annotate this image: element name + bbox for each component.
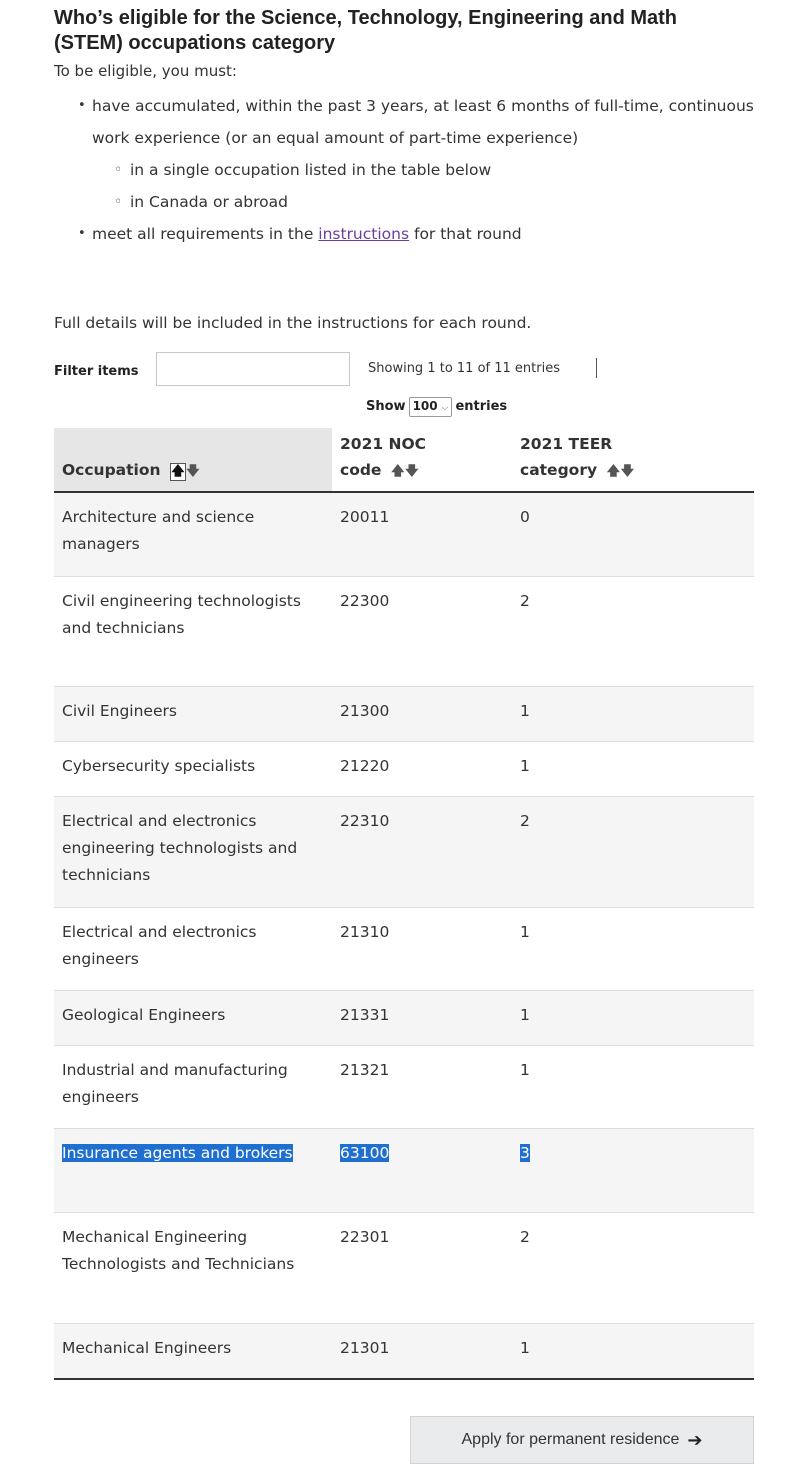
requirement-text: have accumulated, within the past 3 years, at least 6 months of full-time, continuous work experience (or an equal amount of part-time experience) bbox=[92, 97, 754, 147]
requirement-text-suffix: for that round bbox=[409, 225, 522, 243]
noc-cell: 22310 bbox=[332, 796, 512, 907]
occupation-cell: Cybersecurity specialists bbox=[54, 741, 332, 796]
sub-requirement-text: in Canada or abroad bbox=[130, 193, 288, 211]
table-row-selected bbox=[54, 1128, 754, 1212]
show-label: Show bbox=[366, 399, 406, 414]
teer-cell: 1 bbox=[512, 686, 754, 741]
teer-cell: 1 bbox=[512, 907, 754, 990]
arrow-up-icon[interactable]: 🡅 bbox=[606, 464, 621, 479]
column-header-label-line2: code bbox=[340, 460, 382, 479]
column-header-label: 2021 NOC bbox=[340, 434, 427, 453]
entries-per-page-value: 100 bbox=[412, 399, 438, 413]
column-header-occupation[interactable] bbox=[54, 428, 332, 492]
column-header-label: Occupation bbox=[62, 460, 161, 479]
teer-cell bbox=[512, 1128, 754, 1212]
teer-cell: 2 bbox=[512, 1212, 754, 1323]
instructions-link[interactable]: instructions bbox=[318, 225, 410, 243]
column-header-teer[interactable] bbox=[512, 428, 754, 492]
occupation-cell: Architecture and science managers bbox=[54, 492, 332, 576]
sub-requirements-list bbox=[92, 154, 782, 218]
selected-text: 3 bbox=[520, 1143, 530, 1162]
occupation-cell: Geological Engineers bbox=[54, 990, 332, 1045]
arrow-down-icon[interactable]: 🡇 bbox=[620, 464, 635, 479]
arrow-down-icon[interactable]: 🡇 bbox=[186, 464, 200, 479]
occupation-cell: Mechanical Engineers bbox=[54, 1323, 332, 1379]
noc-cell: 21220 bbox=[332, 741, 512, 796]
teer-cell: 1 bbox=[512, 1323, 754, 1379]
table-row bbox=[54, 576, 754, 686]
arrow-down-icon[interactable]: 🡇 bbox=[405, 464, 419, 479]
table-row bbox=[54, 1323, 754, 1379]
sort-controls bbox=[170, 457, 200, 483]
table-header-row bbox=[54, 428, 754, 492]
noc-cell: 20011 bbox=[332, 492, 512, 576]
sort-controls bbox=[606, 457, 634, 483]
teer-cell: 2 bbox=[512, 576, 754, 686]
arrow-right-icon: ➔ bbox=[687, 1429, 703, 1450]
divider bbox=[596, 358, 597, 378]
show-entries-control bbox=[366, 397, 507, 417]
table-row bbox=[54, 907, 754, 990]
occupation-cell: Industrial and manufacturing engineers bbox=[54, 1045, 332, 1128]
table-row bbox=[54, 492, 754, 576]
arrow-up-icon[interactable]: 🡅 bbox=[391, 464, 405, 479]
filter-label: Filter items bbox=[54, 364, 139, 379]
occupations-table bbox=[54, 428, 754, 1380]
entries-per-page-select[interactable] bbox=[409, 397, 453, 417]
table-row bbox=[54, 796, 754, 907]
noc-cell: 21331 bbox=[332, 990, 512, 1045]
teer-cell: 1 bbox=[512, 741, 754, 796]
page-title: Who’s eligible for the Science, Technology, Engineering and Math (STEM) occupations category bbox=[54, 7, 678, 54]
noc-cell: 22301 bbox=[332, 1212, 512, 1323]
full-details-text: Full details will be included in the instructions for each round. bbox=[54, 314, 532, 332]
sub-requirement-text: in a single occupation listed in the table below bbox=[130, 161, 492, 179]
table-row bbox=[54, 990, 754, 1045]
list-item bbox=[130, 186, 782, 218]
noc-cell: 21310 bbox=[332, 907, 512, 990]
teer-cell: 1 bbox=[512, 990, 754, 1045]
noc-cell: 22300 bbox=[332, 576, 512, 686]
column-header-label-line2: category bbox=[520, 460, 598, 479]
sort-controls bbox=[391, 457, 419, 483]
teer-cell: 0 bbox=[512, 492, 754, 576]
intro-text: To be eligible, you must: bbox=[54, 62, 237, 80]
column-header-label: 2021 TEER bbox=[520, 434, 613, 453]
table-row bbox=[54, 1045, 754, 1128]
occupation-cell: Electrical and electronics engineers bbox=[54, 907, 332, 990]
list-item bbox=[130, 154, 782, 186]
occupation-cell: Civil Engineers bbox=[54, 686, 332, 741]
list-item bbox=[92, 90, 782, 218]
filter-input[interactable] bbox=[156, 352, 350, 386]
requirement-text: meet all requirements in the bbox=[92, 225, 319, 243]
chevron-down-icon: ⌵ bbox=[441, 403, 449, 413]
arrow-up-icon[interactable]: 🡅 bbox=[171, 464, 185, 479]
selected-text: Insurance agents and brokers bbox=[62, 1143, 293, 1162]
noc-cell: 21321 bbox=[332, 1045, 512, 1128]
table-row bbox=[54, 1212, 754, 1323]
entries-status: Showing 1 to 11 of 11 entries bbox=[368, 361, 560, 376]
table-row bbox=[54, 741, 754, 796]
occupation-cell: Civil engineering technologists and technicians bbox=[54, 576, 332, 686]
noc-cell bbox=[332, 1128, 512, 1212]
occupation-cell bbox=[54, 1128, 332, 1212]
requirements-list bbox=[54, 90, 782, 250]
noc-cell: 21300 bbox=[332, 686, 512, 741]
noc-cell: 21301 bbox=[332, 1323, 512, 1379]
occupation-cell: Electrical and electronics engineering technologists and technicians bbox=[54, 796, 332, 907]
column-header-noc[interactable] bbox=[332, 428, 512, 492]
table-row bbox=[54, 686, 754, 741]
apply-button-label: Apply for permanent residence bbox=[461, 1431, 680, 1448]
selected-text: 63100 bbox=[340, 1143, 390, 1162]
occupation-cell: Mechanical Engineering Technologists and Technicians bbox=[54, 1212, 332, 1323]
teer-cell: 1 bbox=[512, 1045, 754, 1128]
list-item bbox=[92, 218, 782, 250]
teer-cell: 2 bbox=[512, 796, 754, 907]
entries-label: entries bbox=[455, 399, 508, 414]
apply-permanent-residence-button[interactable] bbox=[410, 1416, 754, 1464]
